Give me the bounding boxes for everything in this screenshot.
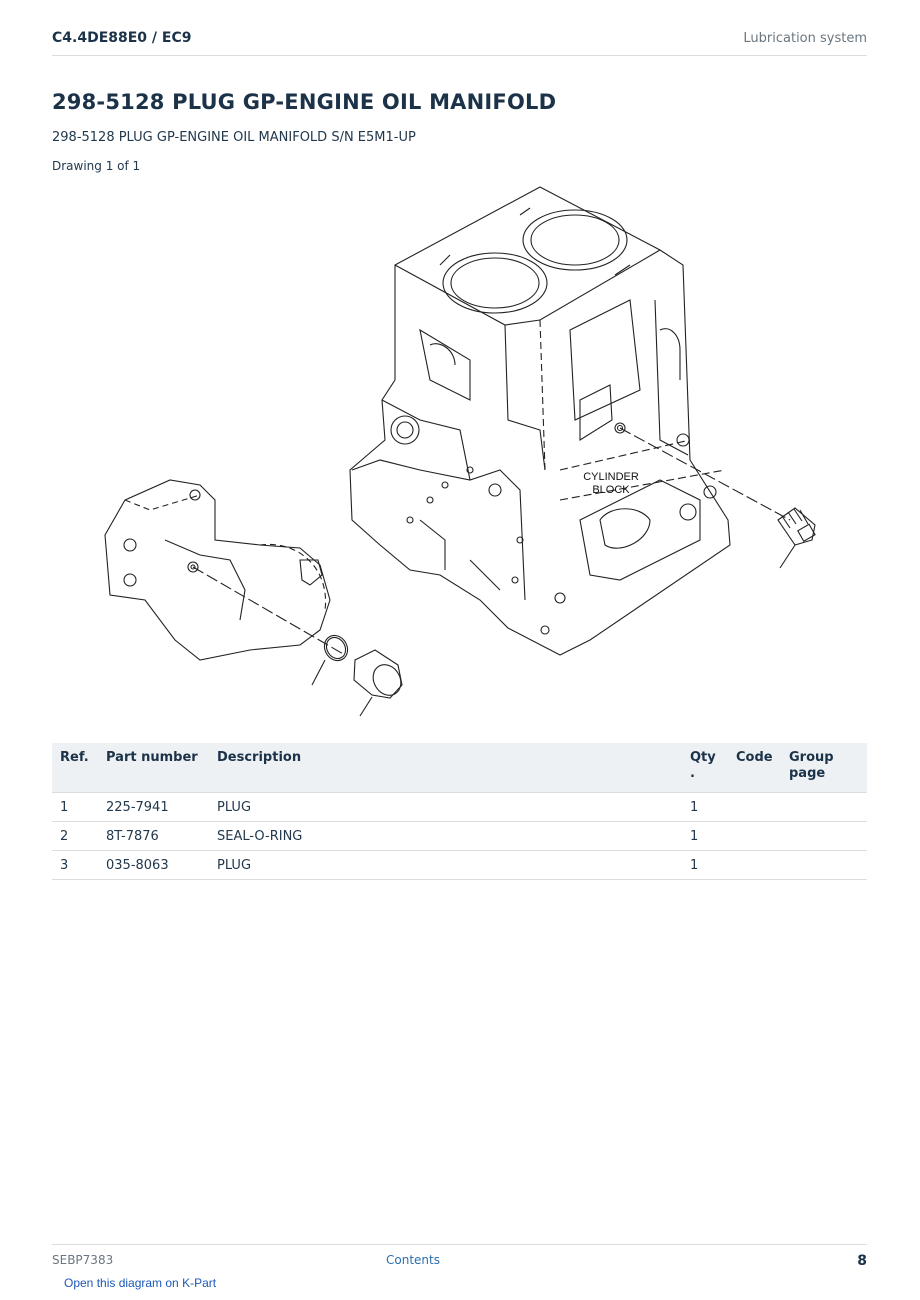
cell-part-number: 035-8063: [98, 851, 209, 880]
cell-code: [728, 851, 781, 880]
document-number: SEBP7383: [52, 1253, 114, 1267]
contents-link[interactable]: Contents: [386, 1253, 440, 1267]
model-label: C4.4DE88E0 / EC9: [52, 30, 192, 46]
col-group-page: Group page: [781, 743, 867, 793]
callout-cylinder: CYLINDER: [583, 471, 639, 483]
cell-group-page: [781, 822, 867, 851]
page-footer: [52, 1244, 867, 1275]
col-ref: Ref.: [52, 743, 98, 793]
cell-group-page: [781, 851, 867, 880]
cell-qty: 1: [682, 793, 728, 822]
oil-manifold-drawing: [105, 480, 330, 660]
table-row: [52, 793, 867, 822]
page-header: [52, 28, 867, 56]
cell-code: [728, 793, 781, 822]
cell-ref: 1: [52, 793, 98, 822]
cell-ref: 3: [52, 851, 98, 880]
callout-block: BLOCK: [592, 484, 630, 496]
cell-part-number: 225-7941: [98, 793, 209, 822]
table-row: [52, 851, 867, 880]
table-row: [52, 822, 867, 851]
page-subtitle: 298-5128 PLUG GP-ENGINE OIL MANIFOLD S/N E5M1-UP: [52, 130, 416, 145]
section-label: Lubrication system: [743, 31, 867, 46]
cell-ref: 2: [52, 822, 98, 851]
page-title: 298-5128 PLUG GP-ENGINE OIL MANIFOLD: [52, 90, 557, 114]
page-number: 8: [857, 1253, 867, 1269]
plug-left-drawing: [354, 650, 406, 716]
cell-code: [728, 822, 781, 851]
cell-part-number: 8T-7876: [98, 822, 209, 851]
col-qty: Qty .: [682, 743, 728, 793]
cell-description: PLUG: [209, 851, 682, 880]
cell-qty: 1: [682, 851, 728, 880]
cell-qty: 1: [682, 822, 728, 851]
cylinder-block-drawing: [350, 187, 730, 655]
explosion-line-right: [620, 428, 790, 520]
cell-description: PLUG: [209, 793, 682, 822]
table-header-row: [52, 743, 867, 793]
col-code: Code: [728, 743, 781, 793]
parts-table: [52, 743, 867, 880]
explosion-line-left: [193, 567, 345, 655]
col-part-number: Part number: [98, 743, 209, 793]
parts-diagram: [95, 182, 835, 722]
kpart-link[interactable]: Open this diagram on K-Part: [64, 1276, 217, 1290]
cell-description: SEAL-O-RING: [209, 822, 682, 851]
cell-group-page: [781, 793, 867, 822]
drawing-label: Drawing 1 of 1: [52, 159, 141, 173]
col-description: Description: [209, 743, 682, 793]
